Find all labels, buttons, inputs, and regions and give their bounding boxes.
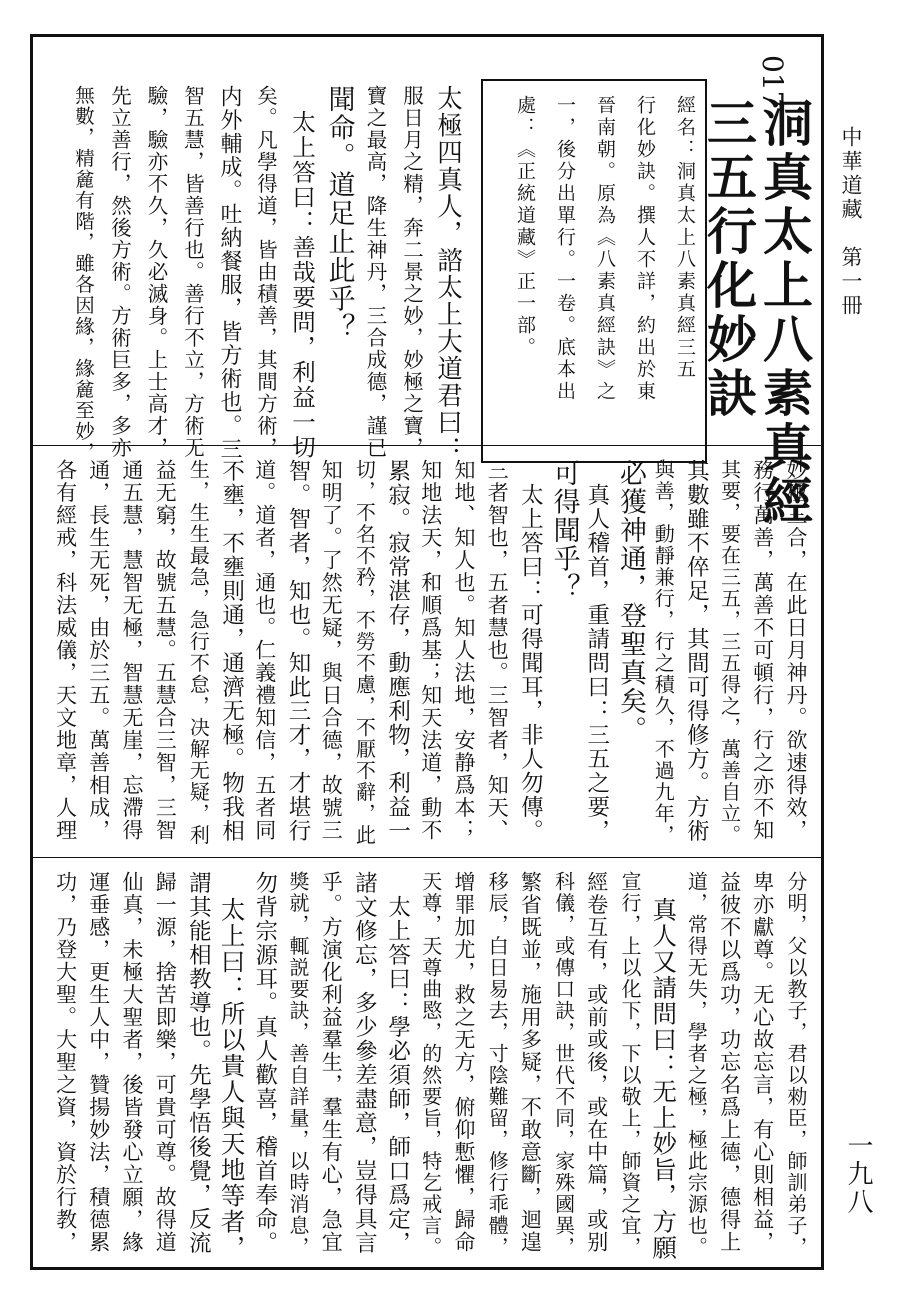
title-line-2: 三五行化妙訣 <box>699 97 758 421</box>
text-column: 分明，父以教子，君以勑臣，師訓弟子， <box>784 871 808 1258</box>
info-line: 經名：洞真太上八素真經三五 <box>674 95 696 381</box>
text-column: 務行萬善，萬善不可頓行，行之亦不知 <box>750 459 775 842</box>
info-line: 處：《正統道藏》正一部。 <box>514 95 536 359</box>
text-column: 其數雖不倅足，其間可得修方。方術 <box>683 459 710 843</box>
text-column: 與善，動靜兼行，行之積久，不過九年， <box>651 459 676 846</box>
text-column: 通五慧，慧智无極，智慧无崖，忘滯得 <box>120 459 144 842</box>
band-bottom <box>41 871 813 1261</box>
text-column: 通，長生无死，由於三五。萬善相成， <box>86 459 111 842</box>
text-column: 各有經戒，科法威儀，天文地章，人理 <box>53 459 78 842</box>
text-column: 先立善行，然後方術。方術巨多，多亦 <box>107 85 132 459</box>
text-column: 獎就，輒説要訣，善自詳量，以時消息， <box>286 871 310 1258</box>
text-column: 聞命。道足止此乎？ <box>323 85 355 342</box>
text-column: 歸一源，捨苦即樂，可貴可尊。故得道 <box>153 871 178 1254</box>
text-column: 仙真，未極大聖者，後皆發心立願，緣 <box>120 871 144 1254</box>
text-column: 驗，驗亦不久，久必滅身。上士高才， <box>144 85 168 459</box>
text-column: 太上答曰：學必須師，師口爲定， <box>384 871 411 1255</box>
text-column: 增罪加尤，救之无方，俯仰慙懼，歸命 <box>452 871 476 1254</box>
text-column: 矣。凡學得道，皆由積善，其間方術， <box>253 85 278 459</box>
text-column: 知地、知人也。知人法地，安静爲本； <box>452 459 476 842</box>
divider-2 <box>33 857 821 858</box>
text-column: 真人又請問曰：无上妙旨，方願 <box>649 871 679 1261</box>
text-column: 生，生生最急，急行不怠，决解无疑，利 <box>186 459 211 846</box>
page-number: 一九八 <box>843 1132 873 1216</box>
title-line-1: 洞真太上八素真經 <box>755 97 814 529</box>
text-column: 功，乃登大聖。大聖之資，資於行教， <box>53 871 78 1254</box>
text-column: 智五慧，皆善行也。善行不立，方術无 <box>180 85 205 459</box>
text-column: 真人稽首，重請問曰：三五之要， <box>583 459 610 843</box>
text-column: 其要，要在三五，三五得之，萬善自立。 <box>717 459 742 846</box>
text-column: 智。智者，知也。知此三才，才堪行 <box>285 459 311 843</box>
text-column: 謂其能相教導也。先學悟後覺，反流 <box>185 871 212 1255</box>
text-column: 太極四真人，諮太上大道君曰： <box>433 85 463 463</box>
page-frame <box>30 34 824 1270</box>
text-column: 不壅，不壅則通，通濟无極。物我相 <box>218 459 245 843</box>
running-head: 中華道藏 第一冊 <box>839 126 863 318</box>
text-column: 知明了。了然无疑，與日合德，故號三 <box>319 459 344 842</box>
text-column: 益无窮，故號五慧。五慧合三智，三智 <box>153 459 178 842</box>
text-column: 必獲神通，登聖真矣。 <box>615 459 646 744</box>
text-column: 内外輔成。吐納餐服，皆方術也。三 <box>217 85 242 461</box>
text-column: 乎。方演化利益羣生，羣生有心，急宜 <box>319 871 344 1254</box>
divider-1 <box>33 445 821 446</box>
text-column: 卑亦獻尊。无心故忘言，有心則相益， <box>750 871 775 1254</box>
text-column: 太上曰：所以貴人與天地等者， <box>217 871 247 1261</box>
info-box <box>481 79 707 463</box>
text-column: 太上答曰：善哉要問，利益一切 <box>288 85 316 460</box>
text-column: 諸文修忘，多少參差盡意，豈得具言 <box>351 871 378 1255</box>
info-line: 行化妙訣。撰人不詳，約出於東 <box>634 95 656 403</box>
text-number: 017 <box>756 55 789 109</box>
band-top <box>41 55 814 529</box>
text-column: 經卷互有，或前或後，或在中篇，或别 <box>584 871 609 1254</box>
text-column: 道，常得无失，學者之極，極此宗源也。 <box>684 871 709 1258</box>
text-column: 運垂感，更生人中，贊揚妙法，積德累 <box>86 871 111 1254</box>
text-column: 科儀，或傳口訣，世代不同，家殊國異， <box>551 871 576 1258</box>
text-column: 知地法天，和順爲基；知天法道，動不 <box>418 459 443 842</box>
text-column: 繁省既並，施用多疑，不敢意斷，迴遑 <box>518 871 543 1254</box>
text-column: 道。道者，通也。仁義禮知信，五者同 <box>252 459 277 842</box>
info-line: 一，後分出單行。一卷。底本出 <box>554 95 576 403</box>
text-column: 移辰，白日易去，寸陰難留，修行乖體， <box>485 871 510 1258</box>
text-column: 服日月之精，奔二景之妙，妙極之寶， <box>399 85 424 459</box>
text-column: 可得聞乎？ <box>548 459 580 602</box>
text-column: 三者智也，五者慧也。三智者，知天、 <box>485 459 510 842</box>
text-column: 天尊，天尊曲愍，的然要旨，特乞戒言。 <box>418 871 443 1258</box>
text-column: 無數，精麄有階，雖各因緣，緣麄至妙， <box>72 85 95 463</box>
text-column: 太上答曰：可得聞耳，非人勿傳。 <box>517 459 544 843</box>
text-column: 益彼不以爲功，功忘名爲上德，德得上 <box>717 871 742 1254</box>
text-column: 累寂。寂常湛存，動應利物，利益一 <box>384 459 411 843</box>
band-middle <box>41 459 813 849</box>
text-column: 妙極三合，在此日月神丹。欲速得效， <box>784 459 808 842</box>
text-column: 切，不名不矜，不勞不慮，不厭不辭，此 <box>352 459 377 846</box>
text-column: 勿背宗源耳。真人歡喜，稽首奉命。 <box>251 871 278 1255</box>
info-line: 晉南朝。原為《八素真經訣》之 <box>594 95 616 403</box>
text-column: 宣行，上以化下，下以敬上，師資之宜， <box>618 871 642 1258</box>
text-column: 寶之最高，降生神丹，三合成德，謹已 <box>363 85 387 459</box>
